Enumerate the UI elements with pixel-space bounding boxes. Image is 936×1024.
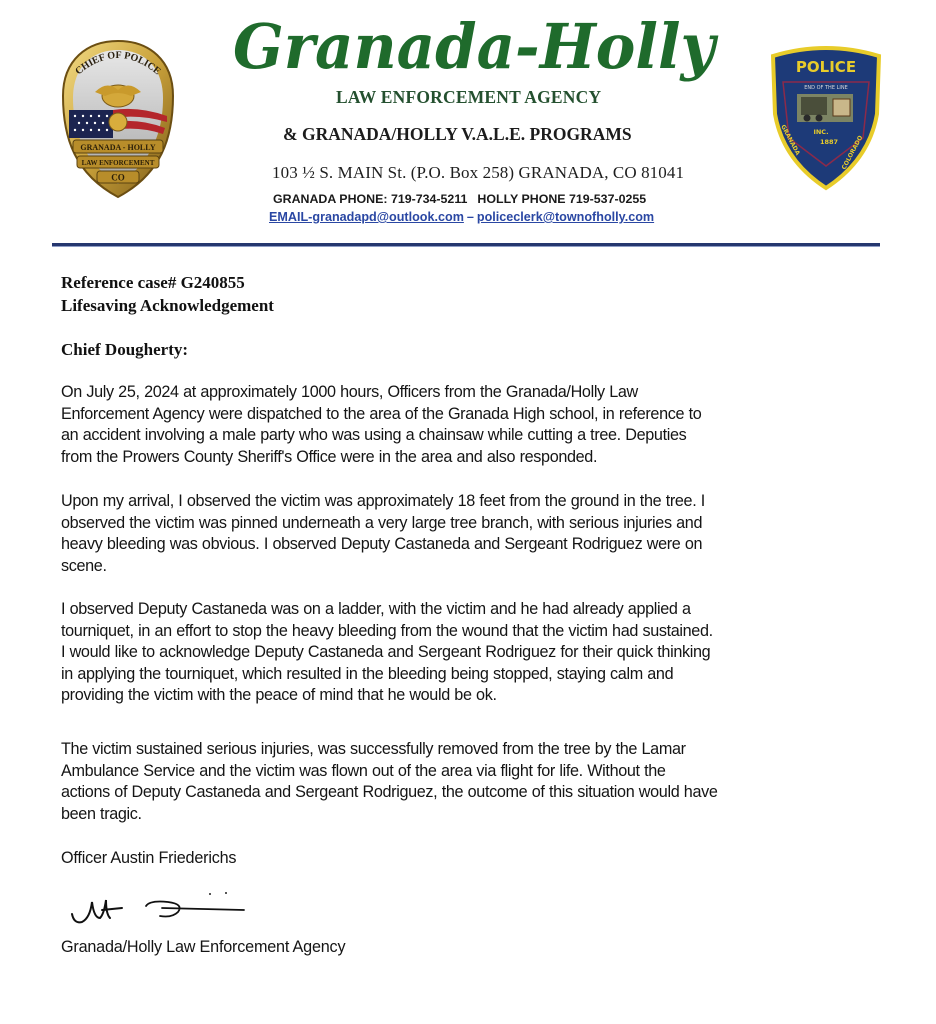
handwritten-signature [64, 888, 254, 928]
patch-text-granada: GRANADA [779, 123, 802, 157]
email-separator: – [466, 210, 474, 224]
paragraph-line: Ambulance Service and the victim was flown out of the area via flight for life. Without the [61, 761, 666, 780]
paragraph-line: tourniquet, in an effort to stop the heavy bleeding from the wound that the victim had sustained. [61, 621, 713, 640]
paragraph-line: from the Prowers County Sheriff's Office were in the area and also responded. [61, 447, 598, 466]
police-patch-logo [765, 42, 887, 192]
badge-text-granada-holly: GRANADA - HOLLY [80, 143, 156, 152]
paragraph-line: I would like to acknowledge Deputy Castaneda and Sergeant Rodriguez for their quick thinking [61, 643, 711, 662]
patch-text-1887: 1887 [819, 138, 839, 146]
patch-text-end-of-line: END OF THE LINE [804, 85, 848, 91]
address-line: 103 ½ S. MAIN St. (P.O. Box 258) GRANADA, CO 81041 [272, 163, 685, 182]
letter-subject: Lifesaving Acknowledgement [61, 296, 274, 315]
agency-name: LAW ENFORCEMENT AGENCY [336, 87, 602, 107]
paragraph-line: been tragic. [61, 804, 142, 823]
badge-text-co: CO [111, 172, 125, 183]
paragraph-line: an accident involving a male party who was using a chainsaw while cutting a tree. Deputies [61, 426, 687, 445]
paragraph-line: I observed Deputy Castaneda was on a ladder, with the victim and he had already applied a [61, 600, 691, 618]
granada-email-link[interactable]: EMAIL-granadapd@outlook.com [269, 210, 464, 224]
salutation: Chief Dougherty: [61, 340, 189, 359]
paragraph-1 [61, 382, 891, 468]
paragraph-3 [61, 599, 891, 707]
paragraph-line: actions of Deputy Castaneda and Sergeant Rodriguez, the outcome of this situation would have [61, 783, 718, 802]
holly-phone: HOLLY PHONE 719-537-0255 [477, 192, 647, 206]
chief-of-police-badge-logo [57, 38, 179, 200]
paragraph-4 [61, 739, 891, 825]
paragraph-line: Upon my arrival, I observed the victim was approximately 18 feet from the ground in the tree. I [61, 492, 705, 510]
patch-text-colorado: COLORADO [840, 134, 865, 171]
phone-line [273, 192, 646, 207]
patch-text-police: POLICE [795, 58, 857, 76]
brand-title [225, 2, 725, 86]
patch-text-inc: INC. [813, 128, 829, 136]
programs-line: & GRANADA/HOLLY V.A.L.E. PROGRAMS [283, 124, 632, 144]
paragraph-line: Enforcement Agency were dispatched to the area of the Granada High school, in reference to [61, 404, 702, 423]
badge-text-top: CHIEF OF POLICE [73, 49, 163, 78]
paragraph-line: scene. [61, 556, 107, 575]
paragraph-line: observed the victim was pinned underneath a very large tree branch, with serious injuries and [61, 513, 703, 532]
paragraph-2 [61, 491, 891, 577]
paragraph-line: providing the victim with the peace of mind that he would be ok. [61, 686, 497, 705]
email-line [269, 210, 654, 225]
reference-case: Reference case# G240855 [61, 273, 245, 292]
header-divider [52, 243, 880, 246]
granada-phone: GRANADA PHONE: 719-734-5211 [273, 192, 468, 206]
paragraph-line: in applying the tourniquet, which resulted in the bleeding being stopped, staying calm and [61, 664, 674, 683]
paragraph-line: heavy bleeding was obvious. I observed Deputy Castaneda and Sergeant Rodriguez were on [61, 535, 703, 554]
brand-name-text: Granada-Holly [233, 10, 719, 83]
signer-name: Officer Austin Friederichs [61, 849, 237, 867]
badge-text-law-enforcement: LAW ENFORCEMENT [81, 159, 155, 167]
paragraph-line: On July 25, 2024 at approximately 1000 hours, Officers from the Granada/Holly Law [61, 383, 638, 401]
signer-agency: Granada/Holly Law Enforcement Agency [61, 938, 346, 956]
paragraph-line: The victim sustained serious injuries, was successfully removed from the tree by the Lamar [61, 740, 686, 758]
holly-email-link[interactable]: policeclerk@townofholly.com [476, 210, 655, 224]
